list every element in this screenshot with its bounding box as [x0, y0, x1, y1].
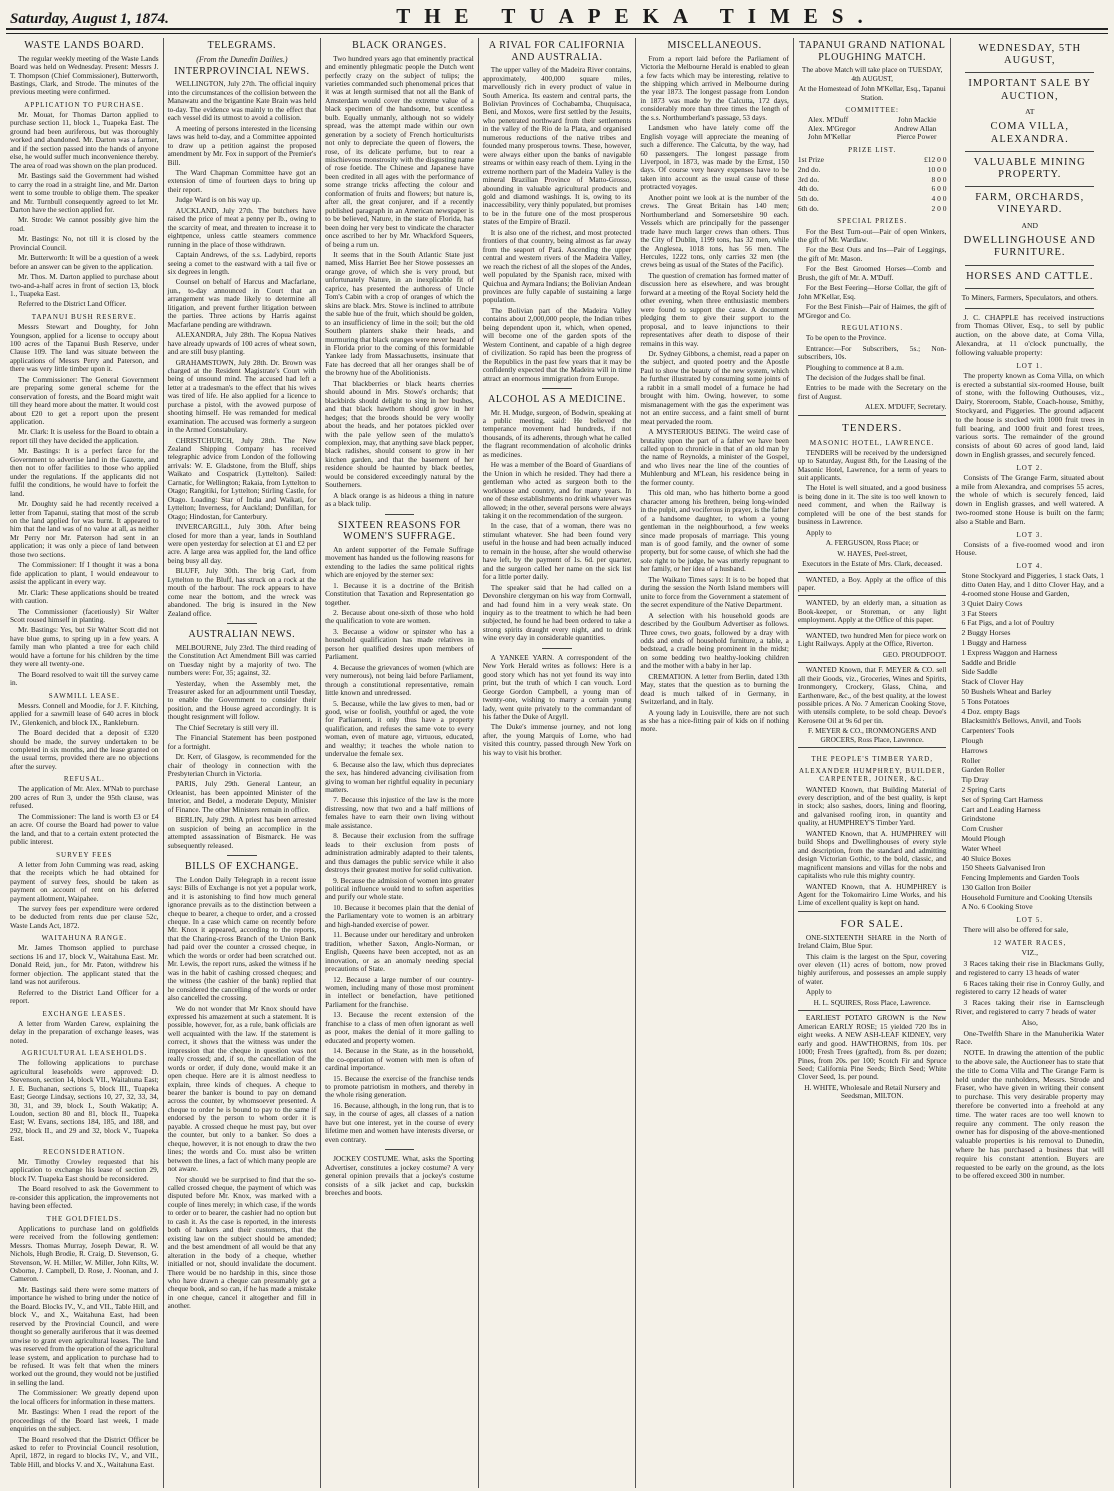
lot-label: LOT 3.	[1016, 530, 1043, 539]
section-subheading: SURVEY FEES	[56, 850, 113, 859]
share-description: One-Twelfth Share in the Manuherikia Water Race.	[955, 1028, 1105, 1047]
prize-row	[798, 156, 947, 165]
lot-item: Water Wheel	[961, 843, 1001, 853]
paragraph: The Commissioner: The land is worth £3 or £4 an acre. Of course the Board had power to value the land, and that to a certain extent protected the public interest.	[10, 811, 159, 847]
article-heading: BLACK ORANGES.	[352, 40, 447, 51]
paragraph: Nor should we be surprised to find that the so-called crossed cheque, the payment of which was disputed before Mr. Knox, was marked with a couple of lines merely; in which case, if the words to order or to bearer, the cashier had no option but to cash it. As the case is reported, in the interests both of bankers and their customers, that the existing law on the subject should be amended; and the best amendment of all would be that any alteration in the body of a cheque, whether initialled or not, should invalidate the document. There would be no hardship in this, since those who have drawn a cheque can presumably get a cheque book, and so can, if he has made a mistake in one cheque, cancel it altogether and fill in another.	[167, 1174, 317, 1311]
lot-item: Grindstone	[961, 814, 996, 824]
lot-item: 3 Fat Steers	[961, 608, 998, 618]
paragraph: The Commissioner (facetiously) Sir Walter Scott roused himself in planting.	[10, 606, 159, 624]
lot-viz: VIZ.,	[1021, 948, 1038, 958]
special-prizes-label: SPECIAL PRIZES.	[837, 217, 908, 226]
ad-signature: GEO. PROUDFOOT.	[882, 649, 947, 659]
paragraph: Mr. Mouat, for Thomas Darton applied to purchase section 11, block 1., Tuapeka East. The ground had been auriferous, but was thoroughly worked and abandoned. Mr. Darton was a farmer, and if the section passed into the hands of anyone else, he would suffer much inconvenience thereby. The area of road was shown on the plan produced.	[10, 109, 159, 170]
ad-heading: FOR SALE.	[840, 917, 904, 930]
lot-item: Carpenters' Tools	[961, 726, 1015, 736]
ad-subheading: MASONIC HOTEL, LAWRENCE.	[809, 438, 935, 447]
paragraph: It is also one of the richest, and most protected frontiers of that country, being almost as far away from the seaport of Pará. Ascending the upper central and western rivers of the Madeira Valley, we reach the richest of all the slopes of the Andes, well populated by the Spanish race, mixed with Quichua and Aymara Indians; the Bolivian Andean provinces are fully capable of sustaining a large population.	[482, 227, 632, 305]
ad-wanted-men	[798, 628, 947, 659]
lot-item: 2 Spring Carts	[961, 784, 1006, 794]
lot-item: 150 Sheets Galvanised Iron	[961, 863, 1046, 873]
paragraph: BLUFF, July 30th. The brig Carl, from Lyttelton to the Bluff, has struck on a rock at the mouth of the harbour. The rock appears to have come near the bottom, and the wreck was abandoned. The brig is insured in the New Zealand office.	[167, 566, 317, 618]
column-auction	[951, 38, 1108, 1488]
paragraph: AUCKLAND, July 27th. The butchers have raised the price of meat a penny per lb., owing to the scarcity of meat, and threaten to increase it to eightpence, unless cattle steamers commence running in the place of those withdrawn.	[167, 205, 317, 249]
lot-item: 3 Quiet Dairy Cows	[961, 598, 1023, 608]
masthead-rule	[6, 30, 1108, 34]
paragraph: Mr. Timothy Crowley requested that his application to exchange his lease of section 29, block IV. Tuapeka East should be reconsidered.	[10, 1156, 159, 1183]
divider	[385, 514, 415, 515]
paragraph: Referred to the District Land Officer.	[18, 299, 127, 309]
lot-item: Plough	[961, 735, 983, 745]
regulation: Entrance:—For Subscribers, 5s.; Non-subscribers, 10s.	[797, 343, 947, 362]
lot-item: Cart and Leading Harness	[961, 804, 1041, 814]
paragraph: Mr. Strode: We cannot possibly give him the road.	[10, 215, 159, 233]
paragraph: The Board resolved to ask the Government to re-consider this application, the improvements not having been effected.	[10, 1184, 159, 1211]
lot-label: LOT 2.	[1016, 463, 1043, 472]
prize-place: 4th do.	[797, 184, 819, 194]
lot-item: Harrows	[961, 745, 988, 755]
paragraph: The Ward Chapman Committee have got an extension of time of fourteen days to bring up their report.	[167, 167, 317, 194]
paragraph: It seems that in the South Atlantic State just named, Miss Harriet Bee her Stowe possesses an orange grove, of which she is very proud, but unfortunately Nature, in an inexplicable fit of caprice, has presented the authoress of Uncle Tom's Cabin with a crop of oranges of which the skins are black. Mrs. Stowe is inclined to attribute the sable hue of the fruit, which should be golden, to an insufficiency of lime in the soil; but the old Southern planters shake their heads, and murmuring that black oranges were never heard of in Florida prior to the coming of this formidable Yankee lady from Massachusetts, insinuate that Fate has decreed that all her oranges shall be of the browny hue of the Abolitionists.	[325, 250, 474, 378]
ad-text: The Hotel is well situated, and a good business is being done in it. The site is too well known to need comment, and when the Railway is completed will be one of the best stands for business in Lawrence.	[797, 483, 947, 527]
ad-text: WANTED, two hundred Men for piece work on Light Railways. Apply at the Office, Riverton.	[797, 630, 947, 649]
paragraph: CHRISTCHURCH, July 28th. The New Zealand Shipping Company has received telegraphic advice from London of the following arrivals: W. E. Gladstone, from the Bluff, ships Waikato and Cospatrick (Lyttelton). Sailed: Carnatic, for Wellington; Rakaia, from Lyttelton to Otago; Rangitiki, for Lyttelton; Stirling Castle, for Otago. Loading: Star of India and Waikati, for Lyttelton; Inverness, for Auckland; Dunfillan, for Otago; Hindostan, for Canterbury.	[167, 435, 317, 521]
paragraph: Mr. Bastings: Yes, but Sir Walter Scott did not have blue gums, to spring up in a few years. A family man who planted a tree for each child would have a fortune for his children by the time they were all twenty-one.	[10, 625, 159, 669]
paragraph: A young lady in Louisville, there are not such as she has a nice-fitting pair of kids on if nothing more.	[640, 707, 789, 734]
paragraph: A black orange is as hideous a thing in nature as a black tulip.	[325, 490, 474, 509]
lot-item: Fencing Implements and Garden Tools	[961, 873, 1080, 883]
paragraph: A selection with his household goods are described by the Goulburn Advertiser as follows. Three cows, two goats, followed by a dray with odds and ends of household furniture, a table, a bedstead, a cradle being prominent in the midst; on some bedding two healthy-looking children and the mother with a baby in her lap.	[640, 610, 789, 671]
paragraph: The Board resolved to wait till the survey came in.	[10, 669, 159, 688]
lot-item: 6 Fat Pigs, and a lot of Poultry	[961, 618, 1055, 628]
paragraph: Applications to purchase land on goldfields were received from the following gentlemen: Messrs. Thomas Murray, Joseph Dewar, R. W. Nichols, Hugh Brodie, R. Craig, D. Stevenson, G. Stevenson, W. H. Miller, W. Miller, John Kilts, W. Osborne, J. Campbell, D. Rose, J. Noonan, and J. Cameron.	[10, 1223, 159, 1284]
ad-for-sale	[798, 911, 947, 1007]
paragraph: An ardent supporter of the Female Suffrage movement has handed us the following reasons for extending to the ladies the same political rights which are enjoyed by the sterner sex:	[325, 544, 474, 580]
section-subheading: REFUSAL.	[63, 775, 105, 784]
special-prize: For the Best Outs and Ins—Pair of Leggings, the gift of Mr. Mason.	[797, 245, 947, 263]
lot-item: Corn Crusher	[961, 824, 1003, 834]
paragraph: Mr. Bastings said the Government had wished to carry the road in a straight line, and Mr. Darton went to some trouble to oblige them. The speaker and Mr. Turnbull consequently agreed to let Mr. Darton have the section applied for.	[10, 171, 159, 214]
prize-place: 3rd do.	[797, 174, 820, 184]
auction-heading: VALUABLE MINING PROPERTY.	[973, 156, 1086, 180]
ad-heading: TENDERS.	[842, 421, 903, 434]
divider	[542, 388, 572, 389]
ad-text: EARLIEST POTATO GROWN is the New American EARLY ROSE; 15 yielded 720 lbs in eight weeks. A NEW ASH-LEAF KIDNEY, very early and good. HAWTHORNS, from 10s. per 1000; Fresh Trees (grafted), from 8s. per dozen; Pines, from 20s. per 100; Scotch Fir and Spruce Seed; California Pine Seeds; Birch Seed; White Clover Seed, 1s. per pound.	[797, 1013, 947, 1082]
special-prize: For the Best Finish—Pair of Haimes, the gift of M'Gregor and Co.	[797, 302, 947, 320]
paragraph: Mr. Bastings said there were some matters of importance he wished to bring under the notice of the Board. Blocks IV., V., and VII., Table Hill, and block V., and X., Waitahuna East, had been reserved by the Provincial Council, and were thought so generally auriferous that it was deemed unwise to grant even agricultural leases. The land was reserved from the operation of the agricultural lease system, and application to purchase had to be refused. It was felt that when the miners worked out the ground, they would not be justified in selling the land.	[10, 1284, 159, 1387]
ad-signature: H. WHITE, Wholesale and Retail Nursery and Seedsman, MILTON.	[804, 1082, 941, 1101]
ad-text: TENDERS will be received by the undersigned up to Saturday, August 8th, for the Leasing of the Masonic Hotel, Lawrence, for a term of years to suit applicants.	[797, 447, 947, 482]
issue-date: Saturday, August 1, 1874.	[10, 11, 169, 27]
ad-heading: THE PEOPLE'S TIMBER YARD,	[811, 755, 933, 764]
paragraph: Referred to the District Land Officer for a report.	[10, 987, 159, 1006]
lot-item: Blacksmith's Bellows, Anvil, and Tools	[961, 716, 1082, 726]
article-heading: A RIVAL FOR CALIFORNIA AND AUSTRALIA.	[488, 40, 626, 63]
lot-item: Tip Dray	[961, 775, 989, 785]
paragraph: 13. Because the recent extension of the franchise to a class of men often ignorant as well as poor, makes the denial of it more galling to educated and property women.	[325, 1010, 474, 1045]
paragraph: In the case, that of a woman, there was no stimulant whatever. She had been found very useful in the house and had been actually induced to remain in the house, after she would otherwise have left, by the payment of 1s. 6d. per quarter, and the surgeon called her name on the sick list for a little porter daily.	[482, 521, 632, 582]
ad-timber-yard	[798, 747, 947, 908]
ad-text: Apply to	[805, 527, 832, 537]
lot-item: Stone Stockyard and Piggeries, 1 stack Oats, 1 ditto Oaten Hay, and 1 ditto Clover Hay, and a 4-roomed stone House and Garden,	[961, 571, 1105, 598]
divider	[385, 1149, 415, 1150]
committee-row	[798, 133, 947, 142]
paragraph: Messrs Stewart and Doughty, for John Youngson, applied for a license to occupy about 100 acres of the Tapanui Bush Reserve, under Clause 109. The land was situate between the applications of Messrs Perry and Paterson, and there was very little timber upon it.	[10, 322, 159, 374]
lot-item: 1 Express Waggon and Harness	[961, 647, 1058, 657]
auction-intro: J. C. CHAPPLE has received instructions from Thomas Oliver, Esq., to sell by public auction, on the above date, at Coma Villa, Alexandra, at 11 o'clock punctually, the following valuable property:	[955, 312, 1105, 357]
divider	[965, 186, 1094, 187]
divider	[965, 151, 1094, 152]
paragraph: A letter from John Cumming was read, asking that the receipts which he had obtained for payment of survey fees, should be taken as payment on account of rent on his deferred payment allotment, Waipahee.	[10, 859, 159, 903]
paragraph: 4. Because the grievances of women (which are very numerous), not being laid before Parliament, through a constitutional representative, remain little known and unredressed.	[325, 662, 474, 698]
paragraph: The following applications to purchase agricultural leaseholds were approved: D. Stevenson, section 14, block VII., Waitahuna East; J. E. Buchanan, sections 5, block III., Tuapeka East; George Lindsay, sections 10, 27, 32, 33, 34, 30, 31, and 39, block I., South Wakatip; A. Loudon, section 80 and 81, block II., Tuapeka East; W. Evans, sections 184, 185, and 188, and 292, block II., and 29 and 32, block V., Tuapeka East.	[10, 1058, 159, 1144]
ad-text: Apply to	[805, 987, 832, 997]
section-subheading: AGRICULTURAL LEASEHOLDS.	[21, 1049, 148, 1058]
prize-amount: 8 0 0	[931, 174, 947, 184]
paragraph: Mr. Clark: These applications should be treated with caution.	[10, 587, 159, 606]
paragraph: Mr. H. Mudge, surgeon, of Bodwin, speaking at a public meeting, said: He believed the temperance movement had hundreds, if not thousands, of its adherents, through what he called the flagrant recommendation of alcoholic drinks as medicines.	[482, 407, 632, 459]
paragraph: Mr. Butterworth: It will be a question of a week before an answer can be given to the application.	[10, 253, 159, 271]
water-race: 3 Races taking their rise in Earnscleugh River, and registered to carry 7 heads of water	[955, 998, 1105, 1017]
divider	[227, 855, 257, 856]
lot-item: 40 Sluice Boxes	[961, 853, 1011, 863]
column-telegrams	[164, 38, 322, 1488]
prize-row	[798, 205, 947, 214]
article-heading: MISCELLANEOUS.	[667, 40, 762, 51]
paragraph: The speaker said that he had called on a Devonshire clergyman on his way from Cornwall, and had found him in a very weak state. On inquiry as to the treatment to which he had been subjected, he found he had been ordered to take a strong spirits draught every night, and to drink wine every day in considerable quantities.	[482, 582, 632, 643]
paragraph: The Commissioner: The General Government are preparing some general scheme for the conservation of forests, and the Board might wait till they heard more about the matter. It would cost about £20 to get a report upon the present application.	[10, 374, 159, 427]
committee-member: John M'Kellar	[807, 132, 851, 142]
auction-heading: FARM, ORCHARDS, VINEYARD.	[975, 192, 1085, 216]
section-subheading: THE GOLDFIELDS.	[46, 1214, 122, 1223]
paragraph: 6. Because also the law, which thus depreciates the sex, has hindered advancing civilisation from giving to woman her rightful equality in pecuniary matters.	[325, 759, 474, 795]
paragraph: MELBOURNE, July 23rd. The third reading of the Constitution Act Amendment Bill was carried on Tuesday night by a majority of two. The numbers were: For, 35; against, 32.	[167, 642, 317, 678]
paragraph: 7. Because this injustice of the law is the more distressing, now that two and a half millions of females have to earn their own living without male assistance.	[325, 795, 474, 830]
paragraph: Mr. Bastings: It is a perfect farce for the Government to advertise land in the Gazette, and then not to offer facilities to those who applied under the regulations. If the applicants did not fulfil the conditions, he would have to forfeit the land.	[10, 446, 159, 498]
lot-item: A No. 6 Cooking Stove	[961, 902, 1033, 912]
lot-heading: 12 WATER RACES,	[993, 939, 1067, 948]
regulation: Entries to be made with the Secretary on the first of August.	[797, 383, 947, 401]
section-subheading: SAWMILL LEASE.	[48, 691, 120, 700]
paragraph: The regular weekly meeting of the Waste Lands Board was held on Wednesday. Present: Messrs J. T. Thompson (Chief Commissioner), Butterworth, Bastings, Clark, and Strode. The minutes of the previous meeting were confirmed.	[10, 53, 159, 97]
prize-amount: 6 0 0	[931, 184, 947, 194]
paragraph: Mr. Clark: It is useless for the Board to obtain a report till they have decided the application.	[10, 427, 159, 445]
section-subheading: TAPANUI BUSH RESERVE.	[31, 312, 137, 321]
paragraph: Counsel on behalf of Harcus and Macfarlane, jun., to-day announced in Court that an arrangement was made likely to determine all litigation, and prevent further litigation between the parties. Three actions by Harris against Macfarlane pending are withdrawn.	[167, 277, 317, 329]
paragraph: We do not wonder that Mr Knox should have expressed his amazement at such a statement. It is possible, however, for, as a rule, bank officials are well acquainted with the law. If the statement is correct, it shows that the witness was under the impression that the cheque in question was not really crossed; and, if so, the cancellation of the words or order, if duly done, would make it an open cheque. Here are it is almost needless to explain, three kinds of cheques. A cheque to bearer the banker is bound to pay on demand across the counter, by whomsoever presented. A cheque to order he is bound to pay to the same if endorsed by the person to whom order it is payable. A crossed cheque he must pay, but over the counter, but only to a banker. So does a cheque, however, it is not enough to draw the two lines; the words and Co. must also be written between the lines, a fact of which many people are not aware.	[167, 1003, 317, 1174]
regulation: To be open to the Province.	[805, 333, 887, 343]
ad-tenders	[798, 415, 947, 569]
section-subheading: RECONSIDERATION.	[42, 1147, 126, 1156]
divider	[965, 265, 1094, 266]
divider	[965, 308, 1094, 309]
auction-heading: HORSES AND CATTLE.	[966, 270, 1094, 282]
paragraph: BERLIN, July 29th. A priest has been arrested on suspicion of being an accomplice in the attempted assassination of Bismarck. He was subsequently released.	[167, 815, 317, 850]
lot-item: 130 Gallon Iron Boiler	[961, 882, 1031, 892]
ad-text: At the Homestead of John M'Kellar, Esq., Tapanui Station.	[798, 84, 946, 102]
lot-item: Set of Spring Cart Harness	[961, 794, 1043, 804]
paragraph: Two hundred years ago that eminently practical and eminently phlegmatic people the Dutch went perfectly crazy on the subject of tulips; the varieties commanded such phenomenal prices that it was at length surmised that not all the Bank of Amsterdam would cover the extreme value of a black specimen of the handsome, but scentless bulb. Equally unmanly, although not so widely spread, was the attempt made within our own generation by a society of French horticulturists not only to depreciate the queen of flowers, the rose, of its delicate perfume, but to rear a mischievous monstrosity with the disgusting name of rose foetide. The Chinese and Japanese have been credited in all ages with the performance of some strange tricks affecting the colour and conformation of fruits and flowers; but nature is, after all, the great conjurer, and if a recently published paragraph in an American newspaper is to be believed, Nature, in the state of Florida, has been doing her very best to vindicate the character once ascribed to her by Mr. Whackford Squeers, of being a rum un.	[325, 53, 474, 249]
paragraph: The Bolivian part of the Madeira Valley contains about 2,000,000 people, the Indian tribes being dependent upon it, which, when opened, will become one of the garden spots of the Western Continent, and capable of a high degree of civilization. So rapid has been the progress of the Republics in the past few years that it may be confidently expected that the Madeira will in time attract an enormous immigration from Europe.	[482, 305, 632, 383]
committee-label: COMMITTEE:	[845, 106, 899, 114]
ad-text: ONE-SIXTEENTH SHARE in the North of Ireland Claim, Blue Spur.	[797, 932, 947, 951]
committee-member: John Mackie	[897, 115, 937, 125]
section-heading: INTERPROVINCIAL NEWS.	[174, 65, 310, 77]
divider	[542, 648, 572, 649]
auction-heading: DWELLINGHOUSE AND FURNITURE.	[963, 235, 1096, 259]
paragraph: Mr. Bastings: No, not till it is closed by the Provincial Council.	[10, 234, 159, 252]
committee-member: Alex. M'Duff	[807, 115, 849, 125]
special-prize: For the Best Groomed Horses—Comb and Brush, the gift of Mr. A. M'Duff.	[797, 264, 947, 282]
paragraph: 11. Because under our hereditary and unbroken tradition, whether Saxon, Anglo-Norman, or English, Queens have been accepted, not as an innovation, or as an anomaly needing special precautions of State.	[325, 930, 474, 974]
water-race: 6 Races taking their rise in Conroy Gully, and registered to carry 12 heads of water	[955, 978, 1105, 997]
regulation: Ploughing to commence at 8 a.m.	[805, 362, 904, 372]
ad-signature: F. MEYER & CO., IRONMONGERS AND GROCERS, Ross Place, Lawrence.	[808, 726, 937, 744]
article-subheading: (From the Dunedin Dailies.)	[196, 54, 288, 64]
prize-row	[798, 185, 947, 194]
newspaper-title: THE TUAPEKA TIMES.	[396, 4, 877, 28]
divider	[965, 72, 1094, 73]
paragraph: GRAHAMSTOWN, July 28th. Dr. Brown was charged at the Resident Magistrate's Court with being of unsound mind. The accused had left a letter at a tradesman's to the effect that his wives was tired of life. He also applied for a licence to purchase a pistol, with the avowed purpose of shooting himself. He was remanded for medical examination. The accused was formerly a surgeon in the Armed Constabulary.	[167, 357, 317, 435]
regulations-label: REGULATIONS.	[841, 324, 904, 333]
section-heading: AUSTRALIAN NEWS.	[188, 629, 296, 641]
paragraph: The Commissioner: If I thought it was a bona fide application to plant, I would endeavour to assist the applicant in every way.	[10, 560, 159, 587]
divider	[965, 288, 1094, 289]
ad-text: WANTED Known, that F. MEYER & CO. sell all their Goods, viz., Groceries, Wines and Spirits, Ironmongery, Crockery, Glass, China, and Earthenware, &c., of the best quality, at the lowest possible prices. A No. 7 American Cooking Stove, with utensils complete, to be sold cheap. Devoe's Kerosene Oil at 9s 6d per tin.	[797, 665, 947, 725]
paragraph: 15. Because the exercise of the franchise tends to promote patriotism in mothers, and thereby in the whole rising generation.	[325, 1073, 474, 1100]
column-waste-lands	[6, 38, 164, 1488]
paragraph: From a report laid before the Parliament of Victoria the Melbourne Herald is enabled to glean a few facts which may be interesting, relative to the shipping which arrived in Melbourne during the year 1873. The longest passage from London in 1873 was made by the Calcutta, 172 days, considerably more than three times the length of the s.s. Northumberland's passage, 53 days.	[640, 53, 789, 122]
auction-heading: IMPORTANT SALE BY AUCTION,	[968, 78, 1092, 102]
paragraph: Mr. Doughty said he had recently received a letter from Tapanui, stating that most of the scrub on the land applied for was burnt. It appeared to him that the land was of no value at all, as neither Mr Perry nor Mr. Paterson had sent in an application; it was only a piece of land between those two sections.	[10, 499, 159, 559]
paragraph: WELLINGTON, July 27th. The official inquiry into the circumstances of the collision between the Manawatu and the brigantine Kate Brain was held to-day. The evidence was mainly to the effect that each vessel did its utmost to avoid a collision.	[167, 79, 317, 123]
paragraph: Mr. Thos. M. Darton applied to purchase about two-and-a-half acres in front of section 13, block 1., Tuapeka East.	[10, 272, 159, 299]
lot-description: Consists of The Grange Farm, situated about a mile from Alexandra, and comprises 55 acres, the whole of which is securely fenced, laid down in English grasses, and well watered. A two-roomed stone House is built on the farm; also a Stable and Barn.	[955, 472, 1105, 526]
lot-label: LOT 1.	[1016, 361, 1043, 370]
paragraph: INVERCARGILL, July 30th. After being closed for more than a year, lands in Southland were open yesterday for selection at £1 and £2 per acre. A large area was applied for, the land office being busy all day.	[167, 522, 317, 565]
lot-item: Side Saddle	[961, 667, 998, 677]
auction-date: WEDNESDAY, 5TH AUGUST,	[978, 43, 1082, 67]
lot-item: Saddle and Bridle	[961, 657, 1016, 667]
lot-description: Consists of a five-roomed wood and iron House.	[955, 539, 1105, 558]
paragraph: 5. Because, while the law gives to men, bad or good, wise or foolish, youthful or aged, the vote for Parliament, it only thus have a property qualification, and refuses the same vote to every woman, even of mature age, virtuous, educated, and wealthy; it teaches the whole nation to undervalue the female sex.	[325, 698, 474, 759]
paragraph: Dr. Sydney Gibbons, a chemist, read a paper on the subject, and quoted poetry and the Apostle Paul to show the beauty of the new system, which he further illustrated by consuming some joints of a rabbit in a small model of a furnace he had brought with him. Owing, however, to some mismanagement with the gas the experiment was not an entire success, and a faint smell of burnt meat pervaded the room.	[640, 349, 789, 426]
auction-venue: COMA VILLA, ALEXANDRA.	[990, 121, 1069, 145]
ad-signature: ALEX. M'DUFF, Secretary.	[864, 402, 947, 412]
section-heading: BILLS OF EXCHANGE.	[184, 861, 299, 873]
lot-label: LOT 4.	[1016, 562, 1043, 571]
prize-place: 2nd do.	[797, 164, 821, 174]
committee-member: Alex. M'Gregor	[807, 123, 856, 133]
column-rival-california	[479, 38, 637, 1488]
paragraph: Landsmen who have lately come off the English voyage will appreciate the meaning of such a difference. The Calcutta, by the way, had 60 passengers. The longest passage from Liverpool, in 1873, was made by the Ernst, 150 days. Of course very heavy expenses have to be taken into account as the usual cause of these protracted voyages.	[640, 123, 789, 192]
prize-place: 6th do.	[797, 203, 819, 213]
ad-heading: TAPANUI GRAND NATIONAL PLOUGHING MATCH.	[798, 40, 946, 63]
prize-row	[798, 195, 947, 204]
ad-text: WANTED Known, that A. HUMPHREY is Agent for the Tokomairiro Lime Works, and his Lime of excellent quality is kept on hand.	[797, 881, 947, 908]
paragraph: 3. Because a widow or spinster who has a household qualification has made relatives in person her qualified desires upon members of Parliament.	[325, 626, 474, 662]
ad-text: WANTED Known, that Building Material of every description, and of the best quality, is kept in stock; also sashes, doors, lining and flooring, and galvanised roofing iron, in quantity and quality, at HUMPHREY'S Timber Yard.	[797, 784, 947, 828]
paragraph: The application of Mr. Alex. M'Nab to purchase 200 acres of Run 3, under the 95th clause, was refused.	[10, 784, 159, 811]
special-prize: For the Best Turn-out—Pair of open Winkers, the gift of Mr. Wardlaw.	[797, 226, 947, 244]
lot-item: 2 Buggy Horses	[961, 628, 1011, 638]
ad-contact: W. HAYES, Peel-street,	[837, 548, 908, 558]
auction-note: NOTE. In drawing the attention of the public to the above sale, the Auctioneer has to state that the title to Coma Villa and The Grange Farm is held under the runholders, Messrs. Strode and Fraser, who have given in writing their consent to purchase. This very desirable property may therefore be converted into a freehold at any time. The water races are too well known to require any comment. The only reason the owner has for disposing of the above-mentioned valuable properties is his removal to Dunedin, where he has purchased a business that will require his constant attention. Buyers are requested to be early on the ground, as the lots to be offered exceed 300 in number.	[955, 1048, 1105, 1181]
column-advertisements	[794, 38, 952, 1488]
lot-item: 4 Doz. empty Bags	[961, 706, 1020, 716]
article-heading: WASTE LANDS BOARD.	[24, 40, 145, 51]
section-subheading: EXCHANGE LEASES.	[42, 1009, 127, 1018]
paragraph: 2. Because about one-sixth of those who hold the qualification to vote are women.	[325, 607, 474, 626]
ad-text: This claim is the largest on the Spur, covering over eleven (11) acres of bottom, now proved highly auriferous, and possesses an ample supply of water.	[797, 951, 947, 986]
column-black-oranges	[321, 38, 479, 1488]
lot-item: 50 Bushels Wheat and Barley	[961, 686, 1052, 696]
lot-item: Stack of Clover Hay	[961, 677, 1024, 687]
lot-item: Garden Roller	[961, 765, 1005, 775]
paragraph: The upper valley of the Madeira River contains, approximately, 400,000 square miles, marvellously rich in every product of value in South America. Its eastern and central parts, the Bolivian Provinces of Cochabamba, Chuquisaca, Beni, and Moxos, were first settled by the Jesuits, who penetrated northward from their settlements in the valley of the Rio de la Plata, and organised numerous reductions of the native tribes and founded many prosperous towns. These, however, were always either upon the banks of navigable streams or within easy reach of them. Lying in the extreme northern part of the Madeira Valley is the mineral Brazilian Province of Matto-Grosso, abounding in valuable agricultural products and gold and diamond washings. It is, owing to its inaccessibility, very thinly populated, but promises to be in the future one of the most prosperous states of the Empire of Brazil.	[482, 65, 632, 227]
prize-place: 1st Prize	[797, 155, 824, 165]
paragraph: Messrs. Connell and Moodie, for J. F. Kitching, applied for a sawmill lease of 640 acres in block IV., Glenkenich, and block IX., Rankleburn.	[10, 700, 159, 727]
ad-text: WANTED, by an elderly man, a situation as Book-keeper, or Storeman, or any light employment. Apply at the Office of this paper.	[797, 598, 947, 625]
water-race: 3 Races taking their rise in Blackmans Gully, and registered to carry 13 heads of water	[955, 959, 1105, 977]
ad-signature: Executors in the Estate of Mrs. Clark, deceased.	[802, 559, 943, 569]
paragraph: The Duke's immense journey, and not long after, the young Marquis of Lorne, who had visited this country, passed through New York on his way to visit his brother.	[482, 722, 632, 757]
paragraph: A MYSTERIOUS BEING. The weird case of brutality upon the part of a father we have been called upon to chronicle in that of an old man by the name of Reynolds, a minister of the Gospel, and who lives near the line of the counties of Muhlenburg and M'Lean, his residence being in the former county.	[640, 427, 789, 487]
paragraph: The London Daily Telegraph in a recent issue says: Bills of Exchange is not yet a popular work, and it is astonishing to find how much general ignorance prevails as to the distinction between a cheque to bearer, a cheque to order, and a crossed cheque. In a case which came on recently before Mr. Knox it appeared, according to the reports, that the Charing-cross Branch of the Union Bank had paid over the counter a crossed cheque, in which the words or order had been scratched out. Mr. Lewis, the report runs, asked the witness if he was in the habit of cashing crossed cheques; and the witness (the cashier of the bank) replied that he considered the cancelling of the words or order also cancelled the crossing.	[167, 874, 317, 1003]
regulation: The decision of the Judges shall be final.	[805, 372, 926, 382]
paragraph: 10. Because it becomes plain that the denial of the Parliamentary vote to women is an arbitrary and high-handed exercise of power.	[325, 902, 474, 929]
paragraph: PARIS, July 29th. General Lanteur, an Orleanist, has been appointed Minister of the Interior, and Bedel, a moderate Deputy, Minister of Finance. The other Ministers remain in office.	[167, 779, 317, 814]
prize-amount: 2 0 0	[931, 203, 947, 213]
paragraph: The survey fees per expenditure were ordered to be deducted from rents due per clause 52c, Waste Lands Act, 1872.	[10, 904, 159, 930]
lot-item: 5 Tons Potatoes	[961, 696, 1010, 706]
ad-contact: A. FERGUSON, Ross Place; or	[825, 538, 919, 548]
paragraph: That blackberries or black hearts cherries should abound in Mrs. Stowe's orchards; that blackbirds should delight to sing in her bushes, and that black hawthorn should grow in her hedges; that the broods should be very woolly about the heads, and her potatoes pickled over with the pale yellow seen of the mulatto's complexion, may, that anything save black pepper, black radishes, should consent to grow in her kitchen garden, and that the basement of her residence should be haunted by black beetles, would be considered exceedingly natural by the Southerners.	[325, 378, 474, 490]
lot-label: LOT 5.	[1016, 916, 1043, 925]
paragraph: 16. Because, although, in the long run, that is to say, in the course of ages, all classes of a nation have but one interest, yet in the course of every lifetime men and women have interests diverse, or even contrary.	[325, 1100, 474, 1144]
paragraph: Judge Ward is on his way up.	[175, 195, 261, 205]
ad-wanted-situation	[798, 595, 947, 624]
paragraph: A letter from Warden Carew, explaining the delay in the preparation of exchange leases, was noted.	[10, 1018, 159, 1045]
ad-meyer	[798, 662, 947, 744]
paragraph: The question of cremation has formed matter of discussion here as elsewhere, and was brought forward at a meeting of the Royal Society held the other evening, when three enthusiastic members were found to support the cause. A document pledging them to give their support to the proposal, and to leave injunctions to their representatives after death to dispose of their remains in this way.	[640, 270, 789, 348]
auction-connector: AND	[1021, 220, 1038, 230]
prize-row	[798, 176, 947, 185]
ad-subheading: ALEXANDER HUMPHREY, BUILDER, CARPENTER, JOINER, &C.	[798, 767, 946, 784]
paragraph: Mr. James Thomson applied to purchase sections 16 and 17, block V., Waitahuna East. Mr. Donald Reid, jun., for Mr. Paton, withdrew his former objection. The applicant stated that the land was not auriferous.	[10, 943, 159, 987]
special-prize: For the Best Feering—Horse Collar, the gift of John M'Kellar, Esq.	[797, 283, 947, 301]
section-heading: SIXTEEN REASONS FOR WOMEN'S SUFFRAGE.	[337, 519, 461, 543]
paragraph: 8. Because their exclusion from the suffrage leads to their exclusion from posts of administration admirably adapted to their talents, and thus damages the public service while it also destroys their greatest motive for solid cultivation.	[325, 831, 474, 875]
paragraph: Another point we look at is the number of the crews. The Great Britain has 140 men; Northumberland and Somersetshire 90 each. Vessels which are principally for the passenger trade have much larger crews than others. Thus the City of Dublin, 1199 tons, has 32 men, while the Anglesea, 1018 tons, has 56 men. The Hercules, 1222 tons, only carries 32 men (the crews being as usual of the States of the Pacific).	[640, 192, 789, 270]
prize-list-label: PRIZE LIST.	[848, 146, 897, 155]
paragraph: A meeting of persons interested in the licensing laws was held to-day, and a Committee appointed to draw up a petition against the proposed amendment by Mr. Fox in support of the Premier's Bill.	[167, 123, 317, 167]
ad-potatoes	[798, 1010, 947, 1101]
ad-signature: H. L. SQUIRES, Ross Place, Lawrence.	[813, 997, 931, 1007]
paragraph: 12. Because a large number of our country-women, including many of those most prominent in intellect or benefaction, have petitioned Parliament for the franchise.	[325, 974, 474, 1009]
auction-connector: AT	[1025, 106, 1035, 116]
lot-item: Household Furniture and Cooking Utensils	[961, 892, 1093, 902]
paragraph: CREMATION. A letter from Berlin, dated 13th May, states that the question as to burning the dead is much talked of in Germany, in Switzerland, and in Italy.	[640, 671, 789, 707]
article-heading: TELEGRAMS.	[207, 40, 277, 51]
paragraph: The Financial Statement has been postponed for a fortnight.	[167, 733, 317, 751]
auction-audience: To Miners, Farmers, Speculators, and others.	[961, 292, 1098, 302]
paragraph: Yesterday, when the Assembly met, the Treasurer asked for an adjournment until Tuesday, to enable the Government to consider their position, and the House agreed accordingly. It is thought resignment will follow.	[167, 678, 317, 722]
columns	[6, 38, 1108, 1488]
column-miscellaneous	[636, 38, 794, 1488]
paragraph: The Board decided that a deposit of £320 should be made, the survey undertaken to be completed in six months, and the lease granted on the usual terms, provided there are no objections after the survey.	[10, 728, 159, 771]
paragraph: 14. Because in the State, as in the household, the co-operation of women with men is often of cardinal importance.	[325, 1046, 474, 1073]
lot-items	[955, 572, 1104, 912]
committee-member: Andrew Allan	[894, 123, 937, 133]
committee-member: Pierce Power	[896, 132, 937, 142]
section-subheading: WAITAHUNA RANGE.	[41, 934, 127, 943]
paragraph: Captain Andrews, of the s.s. Ladybird, reports seeing a comet to the eastward with a tail five or six degrees in length.	[167, 250, 317, 276]
lot-description: There will also be offered for sale,	[963, 925, 1069, 935]
section-heading: ALCOHOL AS A MEDICINE.	[488, 393, 626, 405]
paragraph: This old man, who has hitherto borne a good character among his brethren, being long-winded in the pulpit, and vociferous in prayer, is the father of a handsome daughter, to whom a young gentleman in the neighbourhood, a few weeks since made proposals of marriage. This young man is of good family, and the owner of some property, but for some cause, of which she had the sole right to be judge, he was utterly repugnant to her family, or her idea of a husband.	[640, 488, 789, 574]
prize-amount: 4 0 0	[931, 194, 947, 204]
prize-place: 5th do.	[797, 194, 819, 204]
lot-description: The property known as Coma Villa, on which is erected a substantial six-roomed House, built of stone, with the following Outhouses, viz., Dairy, Storeroom, Stable, Coach-house, Smithy, Stockyard, and Piggeries. The ground adjacent to the house is stocked with 1000 fruit trees in full bearing, and 1000 fruit and forest trees, various sorts. The remainder of the ground consists of about 60 acres of good land, laid down in English grasses, and securely fenced.	[955, 370, 1105, 459]
lot-item: Roller	[961, 755, 981, 765]
paragraph: The Chief Secretary is still very ill.	[175, 722, 279, 732]
ad-wanted-boy	[798, 572, 947, 593]
prize-row	[798, 166, 947, 175]
paragraph: Mr. Bastings: When I read the report of the proceedings of the Board last week, I made enquiries on the subject.	[10, 1407, 159, 1434]
section-subheading: APPLICATION TO PURCHASE.	[24, 100, 145, 109]
paragraph: He was a member of the Board of Guardians of the Union in which he resided. They had there a gentleman who acted as surgeon both to the workhouse and country, and for many years. In one of these establishments no drink whatever was allowed; in the other, several persons were always taking it on the recommendation of the surgeon.	[482, 460, 632, 520]
paragraph: 9. Because the admission of women into greater political influence would tend to soften asperities and purify our whole state.	[325, 875, 474, 902]
paragraph: ALEXANDRA, July 28th. The Kopua Natives have already upwards of 100 acres of wheat sown, and are still busy planting.	[167, 330, 317, 357]
prize-amount: 10 0 0	[927, 164, 947, 174]
divider	[227, 623, 257, 624]
paragraph: The Board resolved that the District Officer be asked to refer to Provincial Council resolution, April, 1872, in regard to blocks IV., V., and VII., Table Hill, and blocks V. and X., Waitahuna East.	[10, 1434, 159, 1469]
ad-text: WANTED Known, that A. HUMPHREY will build Shops and Dwellinghouses of every style and description, from the standard and admitting design Victorian Gothic, to the bold, classic, and magnificent mansions and villas for the nobs and capitalists who rule this mighty country.	[797, 828, 947, 881]
paragraph: JOCKEY COSTUME. What, asks the Sporting Advertiser, constitutes a jockey costume? A very general opinion prevails that a jockey's costume consists of a silk jacket and cap, buckskin breeches and boots.	[325, 1154, 474, 1197]
paragraph: The Waikato Times says: It is to be hoped that during the session the North Island members will unite to force from the Government a statement of the secret expenditure of the Native Department.	[640, 574, 789, 610]
lot-item: 1 Buggy and Harness	[961, 637, 1027, 647]
prize-amount: £12 0 0	[923, 155, 947, 165]
masthead	[6, 4, 1108, 30]
lot-item: Mould Plough	[961, 833, 1006, 843]
paragraph: 1. Because it is a doctrine of the British Constitution that Taxation and Representation go together.	[325, 580, 474, 607]
paragraph: Dr. Kerr, of Glasgow, is recommended for the chair of theology in connection with the Presbyterian Church in Victoria.	[167, 752, 317, 779]
ad-text: The above Match will take place on TUESDAY, 4th AUGUST,	[801, 65, 943, 83]
paragraph: A YANKEE YARN. A correspondent of the New York Herald writes as follows: Here is a good story which has not yet found its way into print, but the truth of which I can vouch. Lord George Gordon Campbell, a young man of twenty-one, wishing to marry a certain young lady, went quite privately to the commandant of his father the Duke of Argyll.	[482, 652, 632, 721]
also-label: Also,	[1021, 1017, 1038, 1027]
ad-text: WANTED, a Boy. Apply at the office of this paper.	[797, 574, 947, 592]
paragraph: The Commissioner: We greatly depend upon the local officers for information in these matters.	[10, 1388, 159, 1406]
